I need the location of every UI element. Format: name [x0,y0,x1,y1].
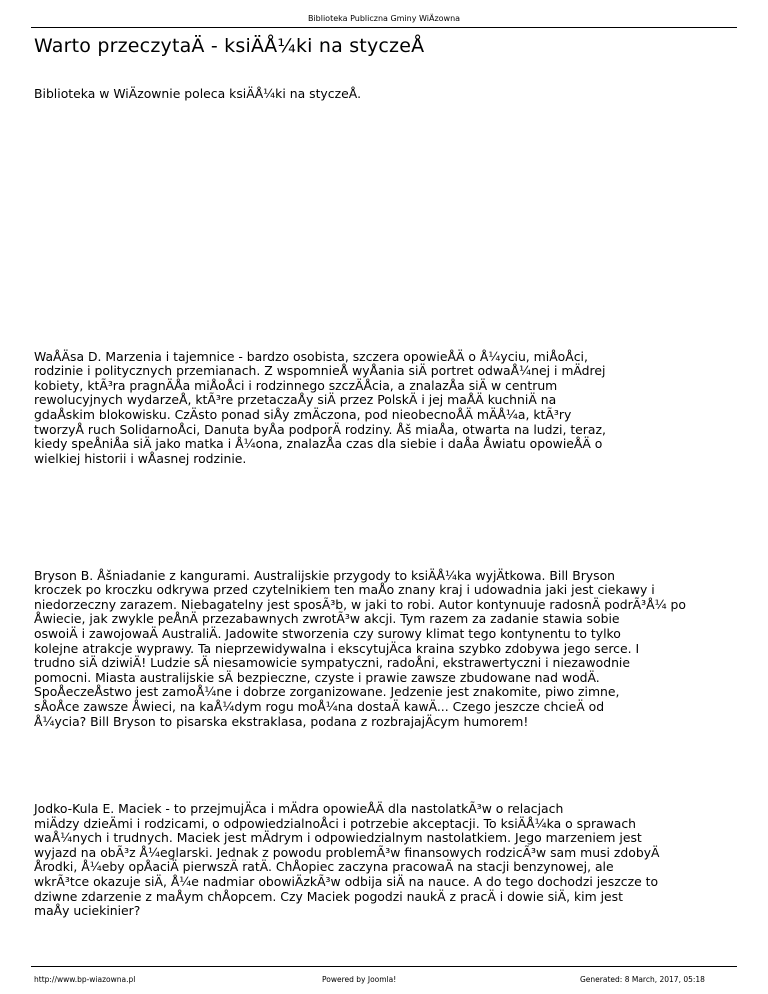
review-line: Årodki, Å¼eby opÅaciÄ pierwszÄ ratÄ. ChÅopiec zaczyna pracowaÄ na stacji benzynowej, ale [34,859,614,875]
review-line: maÅy uciekinier? [34,903,141,919]
article-body [34,87,734,919]
box-glyph [34,758,734,773]
book-review [34,569,734,730]
box-glyph [34,102,734,117]
review-line: trudno siÄ dziwiÄ! Ludzie sÄ niesamowicie sympatyczni, radoÅni, ekstrawertyczni i niezawodnie [34,655,630,671]
review-line: Bryson B. Åšniadanie z kangurami. Australijskie przygody to ksiÄÅ¼ka wyjÄtkowa. Bill Bryson [34,567,616,583]
box-glyph [34,218,734,233]
footer-url: http://www.bp-wiazowna.pl [34,975,136,984]
review-line: rodzinie i politycznych przemianach. Z wspomnieÅ wyÅania siÄ portret odwaÅ¼nej i mÄdrej [34,363,606,379]
page-header: Biblioteka Publiczna Gminy WiÄzowna [307,14,461,23]
box-glyph [34,306,734,321]
box-glyph [34,788,734,803]
review-line: oswoiÄ i zawojowaÄ AustraliÄ. Jadowite stworzenia czy surowy klimat tego kontynentu to tylko [34,625,621,641]
review-line: wielkiej historii i wÅasnej rodzinie. [34,450,247,466]
review-line: Jodko-Kula E. Maciek - to przejmujÄca i mÄdra opowieÅÄ dla nastolatkÃ³w o relacjach [34,801,564,817]
intro-paragraph: Biblioteka w WiÄzownie poleca ksiÄÅ¼ki na styczeÅ. [34,86,362,101]
box-glyph [34,160,734,175]
review-line: waÅ¼nych i trudnych. Maciek jest mÄdrym i odpowiedzialnym nastolatkiem. Jego marzeniem jest [34,830,642,846]
review-line: tworzyÅ ruch SolidarnoÅci, Danuta byÅa podporÄ rodziny. Åš miaÅa, otwarta na ludzi, teraz, [34,421,606,437]
review-line: kolejne atrakcje wyprawy. Ta nieprzewidywalna i ekscytujÄca kraina szybko zdobywa jego serce. I [34,640,640,656]
box-glyph [34,525,734,540]
box-glyph [34,496,734,511]
review-line: dziwne zdarzenie z maÅym chÅopcem. Czy Maciek pogodzi naukÄ z pracÄ i dowie siÄ, kim jest [34,888,623,904]
footer-divider [31,966,737,967]
box-glyph [34,131,734,146]
review-line: Åwiecie, jak zwykle peÅnÄ przezabawnych zwrotÃ³w akcji. Tym razem za zadanie stawia sobie [34,611,620,627]
review-line: miÄdzy dzieÄmi i rodzicami, o odpowiedzialnoÅci i potrzebie akceptacji. To ksiÄÅ¼ka o sprawach [34,815,637,831]
box-glyph [34,189,734,204]
review-line: rewolucyjnych wydarzeÅ, ktÃ³re przetaczaÅy siÄ przez PolskÄ i jej maÅÄ kuchniÄ na [34,392,557,408]
review-line: kroczek po kroczku odkrywa przed czytelnikiem ten maÅo znany kraj i udowadnia jaki jest ciekawy i [34,582,655,598]
review-line: kobiety, ktÃ³ra pragnÄÅa miÅoÅci i rodzinnego szczÄÅcia, a znalazÅa siÄ w centrum [34,377,558,393]
footer-generated-date: Generated: 8 March, 2017, 05:18 [580,975,705,984]
footer-powered-by: Powered by Joomla! [322,975,397,984]
review-line: sÅoÅce zawsze Åwieci, na kaÅ¼dym rogu moÅ¼na dostaÄ kawÄ... Czego jeszcze chcieÄ od [34,698,605,714]
box-glyph [34,466,734,481]
review-line: wyjazd na obÃ³z Å¼eglarski. Jednak z powodu problemÃ³w finansowych rodzicÃ³w sam musi zdobyÄ [34,844,660,860]
box-glyph [34,729,734,744]
book-review [34,802,734,919]
header-divider [31,27,737,28]
review-line: kiedy speÅniÅa siÄ jako matka i Å¼ona, znalazÅa czas dla siebie i daÅa Åwiatu opowieÅÄ o [34,436,603,452]
review-line: gdaÅskim blokowisku. CzÄsto ponad siÅy zmÄczona, pod nieobecnoÅÄ mÄÅ¼a, ktÃ³ry [34,407,572,423]
review-line: SpoÅeczeÅstwo jest zamoÅ¼ne i dobrze zorganizowane. Jedzenie jest znakomite, piwo zimne, [34,684,620,700]
box-glyph [34,248,734,263]
review-line: WaÅÄsa D. Marzenia i tajemnice - bardzo osobista, szczera opowieÅÄ o Å¼yciu, miÅoÅci, [34,348,588,364]
review-line: wkrÃ³tce okazuje siÄ, Å¼e nadmiar obowiÄzkÃ³w odbija siÄ na nauce. A do tego dochodzi jeszcze to [34,874,659,890]
review-line: Å¼ycia? Bill Bryson to pisarska ekstraklasa, podana z rozbrajajÄcym humorem! [34,713,529,729]
review-line: niedorzeczny zarazem. Niebagatelny jest sposÃ³b, w jaki to robi. Autor kontynuuje radosnÄ podrÃ³Å¼ po [34,596,686,612]
box-glyph [34,554,734,569]
book-review [34,350,734,467]
box-glyph [34,335,734,350]
box-glyph [34,277,734,292]
page-title: Warto przeczytaÄ - ksiÄÅ¼ki na styczeÅ [34,35,425,57]
review-line: pomocni. Miasta australijskie sÄ bezpieczne, czyste i prawie zawsze zbudowane nad wodÄ. [34,669,600,685]
